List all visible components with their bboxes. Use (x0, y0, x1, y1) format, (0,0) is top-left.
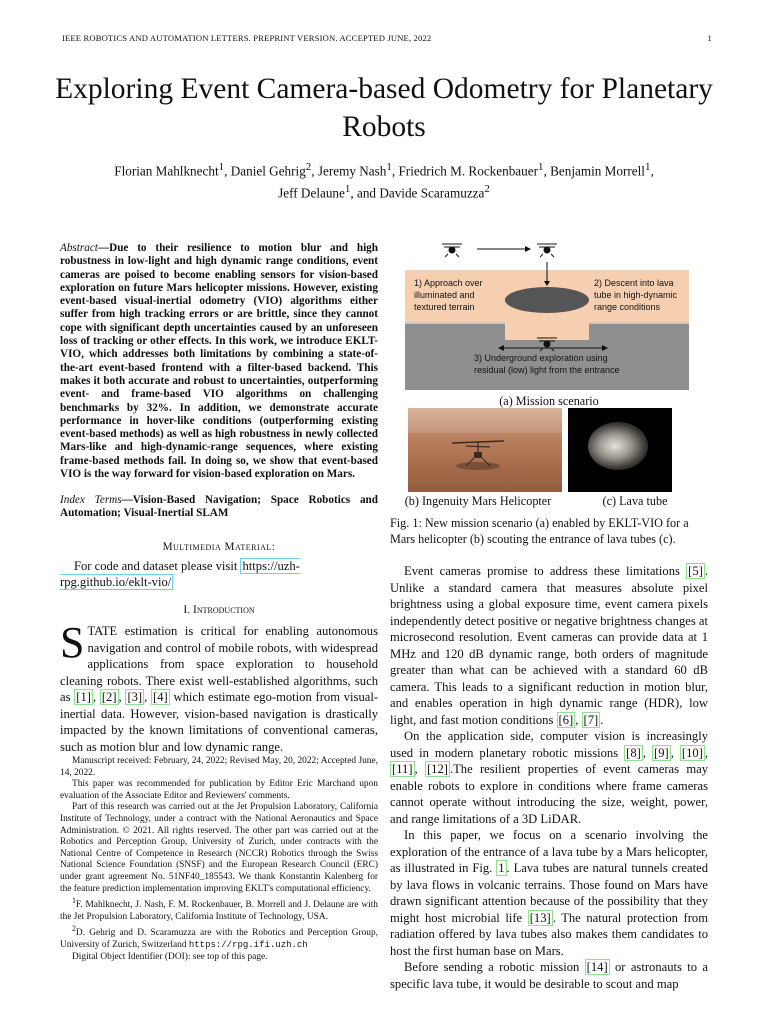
footnote-doi: Digital Object Identifier (DOI): see top of this page. (72, 951, 268, 962)
citation-link[interactable]: [12] (426, 762, 448, 776)
affiliation-2-text: D. Gehrig and D. Scaramuzza are with the Robotics and Perception Group, University of Zurich, Switzerland (60, 928, 378, 951)
page-number: 1 (707, 33, 712, 43)
scenario-label-2: 2) Descent into lava tube in high-dynamic range conditions (594, 278, 678, 312)
paper-title: Exploring Event Camera-based Odometry for Planetary Robots (55, 73, 713, 143)
figure-reference-link[interactable]: 1 (498, 861, 505, 875)
index-terms-text: Vision-Based Navigation; Space Robotics and Automation; Visual-Inertial SLAM (60, 494, 378, 520)
author: Jeff Delaune (278, 185, 345, 201)
helicopter-icon (442, 244, 462, 257)
footnote-received: Manuscript received: February, 24, 2022; Revised May, 20, 2022; Accepted June, 14, 2022. (60, 756, 378, 778)
footnote-affiliation-2: $^2$D. Gehrig and D. Scaramuzza are with the Robotics and Perception Group, University of Zurich, Switzerland https://rpg.ifi.uzh.ch (60, 924, 378, 951)
author: Davide Scaramuzza (379, 185, 485, 201)
subcaption-a: (a) Mission scenario (499, 394, 599, 408)
abstract-label: Abstract (60, 242, 98, 254)
citation-link[interactable]: [8] (626, 745, 641, 760)
multimedia-heading: Multimedia Material: (162, 541, 276, 553)
multimedia-sentence: For code and dataset please visit (74, 559, 238, 573)
paragraph: Event cameras promise to address these limitations [5] . Unlike a standard camera that measures absolute pixel brightness using a global exposure time, event camera pixels independently detect positive or negative brightness changes at microsecond resolution. Event cameras can provide data at 1 MHz and 120 dB dynamic range, both orders of magnitude greater than what can be achieved with a standard 60 dB camera. This leads to a significant reduction in motion blur, and enables operation in high dynamic range (HDR), low light, and fast motion conditions [6] , [7] . (390, 564, 708, 727)
affiliation-1-text: F. Mahlknecht, J. Nash, F. M. Rockenbauer, B. Morrell and J. Delaune are with the Jet Propulsion Laboratory, California Institute of Technology, USA. (60, 900, 378, 922)
helicopter-icon (537, 244, 557, 257)
author: Florian Mahlknecht (114, 163, 219, 179)
author: Friedrich M. Rockenbauer (398, 163, 538, 179)
affiliation-mark: 1 (538, 161, 544, 173)
multimedia-text (60, 558, 378, 590)
citation-link[interactable]: [1] (76, 690, 91, 704)
citation-link[interactable]: [10] (681, 745, 703, 760)
intro-text-b: which estimate ego-motion from visual-inertial data. However, vision-based navigation is drastically impacted by the known limitations of conventional cameras, such as motion blur and low dynamic range. (60, 690, 379, 754)
subcaption-b: (b) Ingenuity Mars Helicopter (404, 494, 552, 508)
abstract: Abstract—Due to their resilience to motion blur and high robustness in low-light and high dynamic range conditions, event cameras are poised to become enabling sensors for vision-based exploration on future Mars helicopter missions. However, existing event-based visual-inertial odometry (VIO) algorithms either suffer from high tracking errors or are brittle, since they cannot cope with significant depth uncertainties caused by an unforeseen loss of tracking or other effects. In this work, we introduce EKLT-VIO, which addresses both limitations by combining a state-of-the-art event-based frontend with a filter-based backend. This makes it both accurate and robust to uncertainties, outperforming event- and frame-based VIO algorithms on challenging benchmarks by 32%. In addition, we demonstrate accurate performance in hover-like conditions (outperforming existing event-based methods) as well as high robustness in newly collected Mars-like and high-dynamic-range sequences, where existing frame-based methods fail. In doing so, we show that event-based VIO is the way forward for vision-based exploration on Mars. (60, 242, 378, 481)
footnote-recommended: This paper was recommended for publication by Editor Eric Marchand upon evaluation of the Associate Editor and Reviewers' comments. (60, 779, 378, 801)
shaft-opening (505, 322, 589, 340)
section-heading-introduction: I. Introduction (183, 603, 255, 616)
paragraph: On the application side, computer vision is increasingly used in modern planetary robotic missions [8] , [9] , [10] , [11] , [12] .The resilient properties of event cameras may enable robots to explore in conditions where frame cameras cannot operate without introducing the size, weight, power, and range limitations of a 3D LiDAR. (390, 729, 709, 826)
paragraph: Before sending a robotic mission [14] or astronauts to a specific lava tube, it would be desirable to scout and map (390, 960, 708, 991)
footnote-funding: Part of this research was carried out at the Jet Propulsion Laboratory, California Institute of Technology, under a contract with the National Aeronautics and Space Administration. © 2021. All rights reserved. The other part was carried out at the Robotics and Perception Group, University of Zurich, under contracts with the National Centre of Competence in Research (NCCR) Robotics through the Swiss National Science Foundation (SNSF) and the European Research Council (ERC) under grant agreement No. 51NF40_185543. We thank Konstantin Kalenberg for the feature prediction implementation improving EKLT's computational efficiency. (60, 802, 378, 894)
index-terms-label: Index Terms (60, 494, 122, 506)
scenario-label-1: 1) Approach over illuminated and textured terrain (414, 278, 483, 312)
citation-link[interactable]: [3] (127, 690, 143, 704)
lava-tube-photo (568, 408, 672, 492)
citation-link[interactable]: [6] (558, 712, 574, 727)
abstract-text: Due to their resilience to motion blur and high robustness in low-light and high dynamic range conditions, event cameras are poised to become enabling sensors for vision-based exploration on future Mars helicopter missions. However, existing event-based visual-inertial odometry (VIO) algorithms either suffer from high tracking errors or are brittle, since they cannot cope with significant depth uncertainties caused by an unforeseen loss of tracking or other effects. In this work, we introduce EKLT-VIO, which addresses both limitations by combining a state-of-the-art event-based frontend with a filter-based backend. This makes it both accurate and robust to uncertainties, outperforming event- and frame-based VIO algorithms on challenging benchmarks by 32%. In addition, we demonstrate accurate performance in hover-like conditions (outperforming existing event-based methods) as well as high robustness in newly collected Mars-like and high-dynamic-range sequences, where existing frame-based methods fail. In doing so, we show that event-based VIO is the way forward for vision-based exploration on Mars. (60, 242, 378, 481)
footnote-affiliation-1: $^1$F. Mahlknecht, J. Nash, F. M. Rockenbauer, B. Morrell and J. Delaune are with the Jet Propulsion Laboratory, California Institute of Technology, USA. (60, 896, 378, 922)
author: Jeremy Nash (317, 163, 387, 179)
author: Daniel Gehrig (230, 163, 306, 179)
citation-link[interactable]: [4] (153, 690, 168, 704)
citation-link[interactable]: [14] (586, 960, 608, 974)
helicopter-silhouette (408, 408, 562, 492)
citation-link[interactable]: [5] (688, 564, 703, 578)
citation-link[interactable]: [13] (529, 910, 551, 925)
figure-caption: Fig. 1: New mission scenario (a) enabled by EKLT-VIO for a Mars helicopter (b) scouting the entrance of lava tubes (c). (390, 516, 689, 546)
affiliation-mark: 1 (344, 183, 351, 196)
running-title: IEEE ROBOTICS AND AUTOMATION LETTERS. PREPRINT VERSION. ACCEPTED JUNE, 2022 (62, 33, 432, 43)
intro-paragraph: STATE estimation is critical for enabling autonomous navigation and control of mobile robots, with widespread applications from space exploration to household cleaning robots. There exist well-established algorithms, such as [1] , [2] , [3] , [4] which estimate ego-motion from visual-inertial data. However, vision-based navigation is drastically impacted by the known limitations of conventional cameras, such as motion blur and low dynamic range. (60, 618, 379, 754)
scenario-label-3: 3) Underground exploration using residual (low) light from the entrance (474, 353, 620, 375)
citation-link[interactable]: [2] (101, 690, 117, 704)
paragraph: In this paper, we focus on a scenario involving the exploration of the entrance of a lava tube by a Mars helicopter, as illustrated in Fig. 1 . Lava tubes are natural tunnels created by lava flows in volcanic terrains. Those found on Mars have drawn significant attention because of the possibility that they might host microbial life [13] . The natural protection from radiation offered by lava tubes also makes them candidates to host the first human base on Mars. (390, 828, 708, 958)
group-url[interactable]: https://rpg.ifi.uzh.ch (188, 940, 308, 951)
affiliation-mark: 1 (644, 161, 651, 173)
affiliation-mark: 1 (218, 161, 225, 173)
author-list: Florian Mahlknecht$^1$, Daniel Gehrig$^2$, Jeremy Nash$^1$, Friedrich M. Rockenbauer$^1$, Benjamin Morrell$^1$, Jeff Delaune$^1$, and Davide Scaramuzza$^2$ (114, 161, 654, 201)
drop-cap: S (60, 618, 85, 667)
ingenuity-photo (408, 408, 562, 492)
lava-tube-hole (505, 287, 589, 313)
citation-link[interactable]: [7] (583, 712, 599, 727)
citation-link[interactable]: [9] (654, 745, 669, 760)
citation-link[interactable]: [11] (392, 762, 413, 776)
affiliation-mark: 2 (305, 161, 312, 173)
code-link[interactable]: https://uzh-rpg.github.io/eklt-vio/ (60, 559, 300, 589)
running-header (62, 33, 712, 43)
intro-text-a: TATE estimation is critical for enabling autonomous navigation and control of mobile robots, with widespread applications from space exploration to household cleaning robots. There exist well-established algorithms, such as (60, 624, 378, 704)
right-column-text (390, 563, 708, 992)
author: Benjamin Morrell (550, 163, 645, 179)
footnotes (60, 756, 378, 963)
subcaption-c: (c) Lava tube (602, 494, 668, 508)
index-terms: Index Terms—Vision-Based Navigation; Space Robotics and Automation; Visual-Inertial SLAM (60, 494, 378, 520)
affiliation-mark: 1 (386, 161, 392, 173)
affiliation-mark: 2 (484, 183, 490, 196)
